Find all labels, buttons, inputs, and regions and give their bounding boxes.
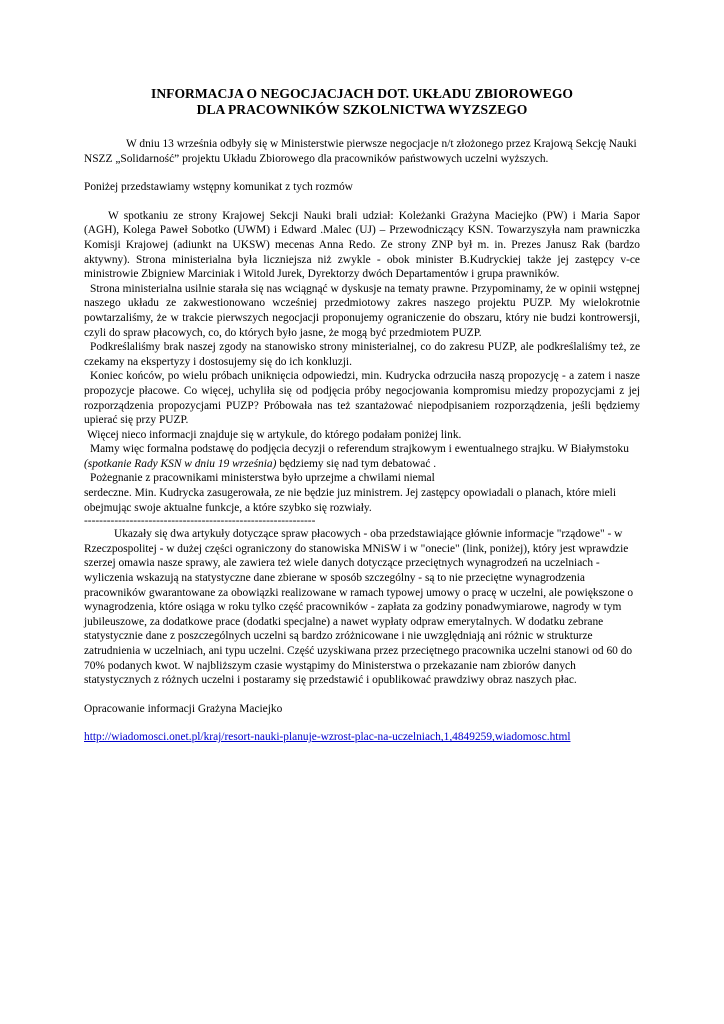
document-title bbox=[84, 86, 640, 118]
paragraph-more-info: Więcej nieco informacji znajduje się w artykule, do którego podałam poniżej link. bbox=[87, 428, 462, 441]
strike-meeting-note: (spotkanie Rady KSN w dniu 19 września) bbox=[84, 457, 277, 470]
document-page bbox=[84, 86, 640, 745]
paragraph-farewell-start: Pożegnanie z pracownikami ministerstwa było uprzejme a chwilami niemal bbox=[90, 472, 435, 485]
separator-line: ------------------------------------------------------------- bbox=[84, 515, 316, 528]
paragraph-farewell-end: serdeczne. Min. Kudrycka zasugerowała, ze nie będzie juz ministrem. Jej zastępcy opowiadali o planach, które mieli obejmując swoje aktualne funkcje, a które szybko się rozwiały. bbox=[84, 487, 616, 514]
intro-paragraph: W dniu 13 września odbyły się w Ministerstwie pierwsze negocjacje n/t złożonego przez Krajową Sekcję Nauki NSZZ „Solidarność” projektu Układu Zbiorowego dla pracowników państwowych uczelni wyższych. bbox=[84, 138, 637, 165]
signature: Opracowanie informacji Grażyna Maciejko bbox=[84, 702, 283, 715]
title-line-1: INFORMACJA O NEGOCJACJACH DOT. UKŁADU ZBIOROWEGO bbox=[151, 86, 573, 101]
paragraph-legal-discussion: Strona ministerialna usilnie starała się nas wciągnąć w dyskusje na tematy prawne. Przypominamy, że w opinii wstępnej naszego układu ze zakwestionowano wcześniej przedmiotowy zakres naszego projektu PUZP. My wielokrotnie powtarzaliśmy, że w trakcie pierwszych negocjacji proponujemy ograniczenie do obszaru, który nie budzi kontrowersji, czyli do spraw płacowych, co, do których było jasne, że mogą być przedmiotem PUZP. bbox=[84, 282, 640, 339]
paragraph-participants: W spotkaniu ze strony Krajowej Sekcji Nauki brali udział: Koleżanki Grażyna Maciejko (PW) i Maria Sapor (AGH), Kolega Paweł Sobotko (UWM) i Edward .Malec (UJ) – Przewodniczący KSN. Towarzyszyła nam prawniczka Komisji Krajowej (adiunkt na UKSW) mecenas Anna Redo. Ze strony ZNP był m. in. Prezes Janusz Rak (bardzo aktywny). Strona ministerialna była liczniejsza niż zwykle - obok minister B.Kudryckiej także jej zastępcy v-ce ministrowie Zbigniew Marciniak i Witold Jurek, Dyrektorzy dwóch Departamentów i grupa prawników. bbox=[84, 209, 640, 281]
paragraph-articles: Ukazały się dwa artykuły dotyczące spraw płacowych - oba przedstawiające głównie informacje "rządowe" - w Rzeczpospolitej - w dużej części ograniczony do stanowiska MNiSW i w "onecie" (link, poniżej), który jest wprawdzie szerzej omawia nasze sprawy, ale zawiera też wiele danych dotyczące przeciętnych wynagrodzeń na uczelniach - wyliczenia wskazują na statystyczne dane zbierane w sposób szczególny - są to nie przeciętne wynagrodzenia pracowników gwarantowane za obowiązki realizowane w ramach typowej umowy o pracę w uczelni, ale powiększone o wynagrodzenia, które osiąga w roku tylko część pracowników - zapłata za godziny ponadwymiarowe, nagrody w tym jubileuszowe, za dodatkowe prace (dodatki specjalne) a nawet wypłaty odpraw emerytalnych. W dodatku zebrane statystycznie dane z poszczególnych uczelni są bardzo zróżnicowane i nie uwzględniają ani różnic w strukturze zatrudnienia w uczelniach, ani typu uczelni. Część uzyskiwana przez przeciętnego pracownika uczelni stanowi od 60 do 70% podanych kwot. W najbliższym czasie wystąpimy do Ministerstwa o przekazanie nam zbiorów danych statystycznych z różnych uczelni i postaramy się przedstawić i opublikować prawdziwy obraz naszych płac. bbox=[84, 528, 634, 687]
strike-text-end: będziemy się nad tym debatować . bbox=[276, 457, 437, 470]
title-line-2: DLA PRACOWNIKÓW SZKOLNICTWA WYZSZEGO bbox=[196, 102, 528, 117]
paragraph-disagreement: Podkreślaliśmy brak naszej zgody na stanowisko strony ministerialnej, co do zakresu PUZP, ale podkreślaliśmy też, ze czekamy na ekspertyzy i dostosujemy się do ich konkluzji. bbox=[84, 341, 640, 368]
strike-text-start: Mamy więc formalna podstawę do podjęcia decyzji o referendum strajkowym i ewentualnego strajku. W Białymstoku bbox=[90, 443, 629, 456]
lead-paragraph: Poniżej przedstawiamy wstępny komunikat z tych rozmów bbox=[84, 181, 353, 194]
article-link[interactable]: http://wiadomosci.onet.pl/kraj/resort-nauki-planuje-wzrost-plac-na-uczelniach,1,4849259,wiadomosc.html bbox=[84, 731, 571, 744]
paragraph-strike-referendum bbox=[84, 442, 640, 471]
paragraph-rejection: Koniec końców, po wielu próbach uniknięcia odpowiedzi, min. Kudrycka odrzuciła naszą propozycję - a zatem i nasze propozycje płacowe. Co więcej, uchyliła się od podjęcia próby negocjowania kompromisu miedzy propozycjami z jej rozporządzenia propozycjami PUZP? Próbowała nas też szantażować niepodpisaniem rozporządzenia, jeśli będziemy upierać się przy PUZP. bbox=[84, 370, 640, 427]
